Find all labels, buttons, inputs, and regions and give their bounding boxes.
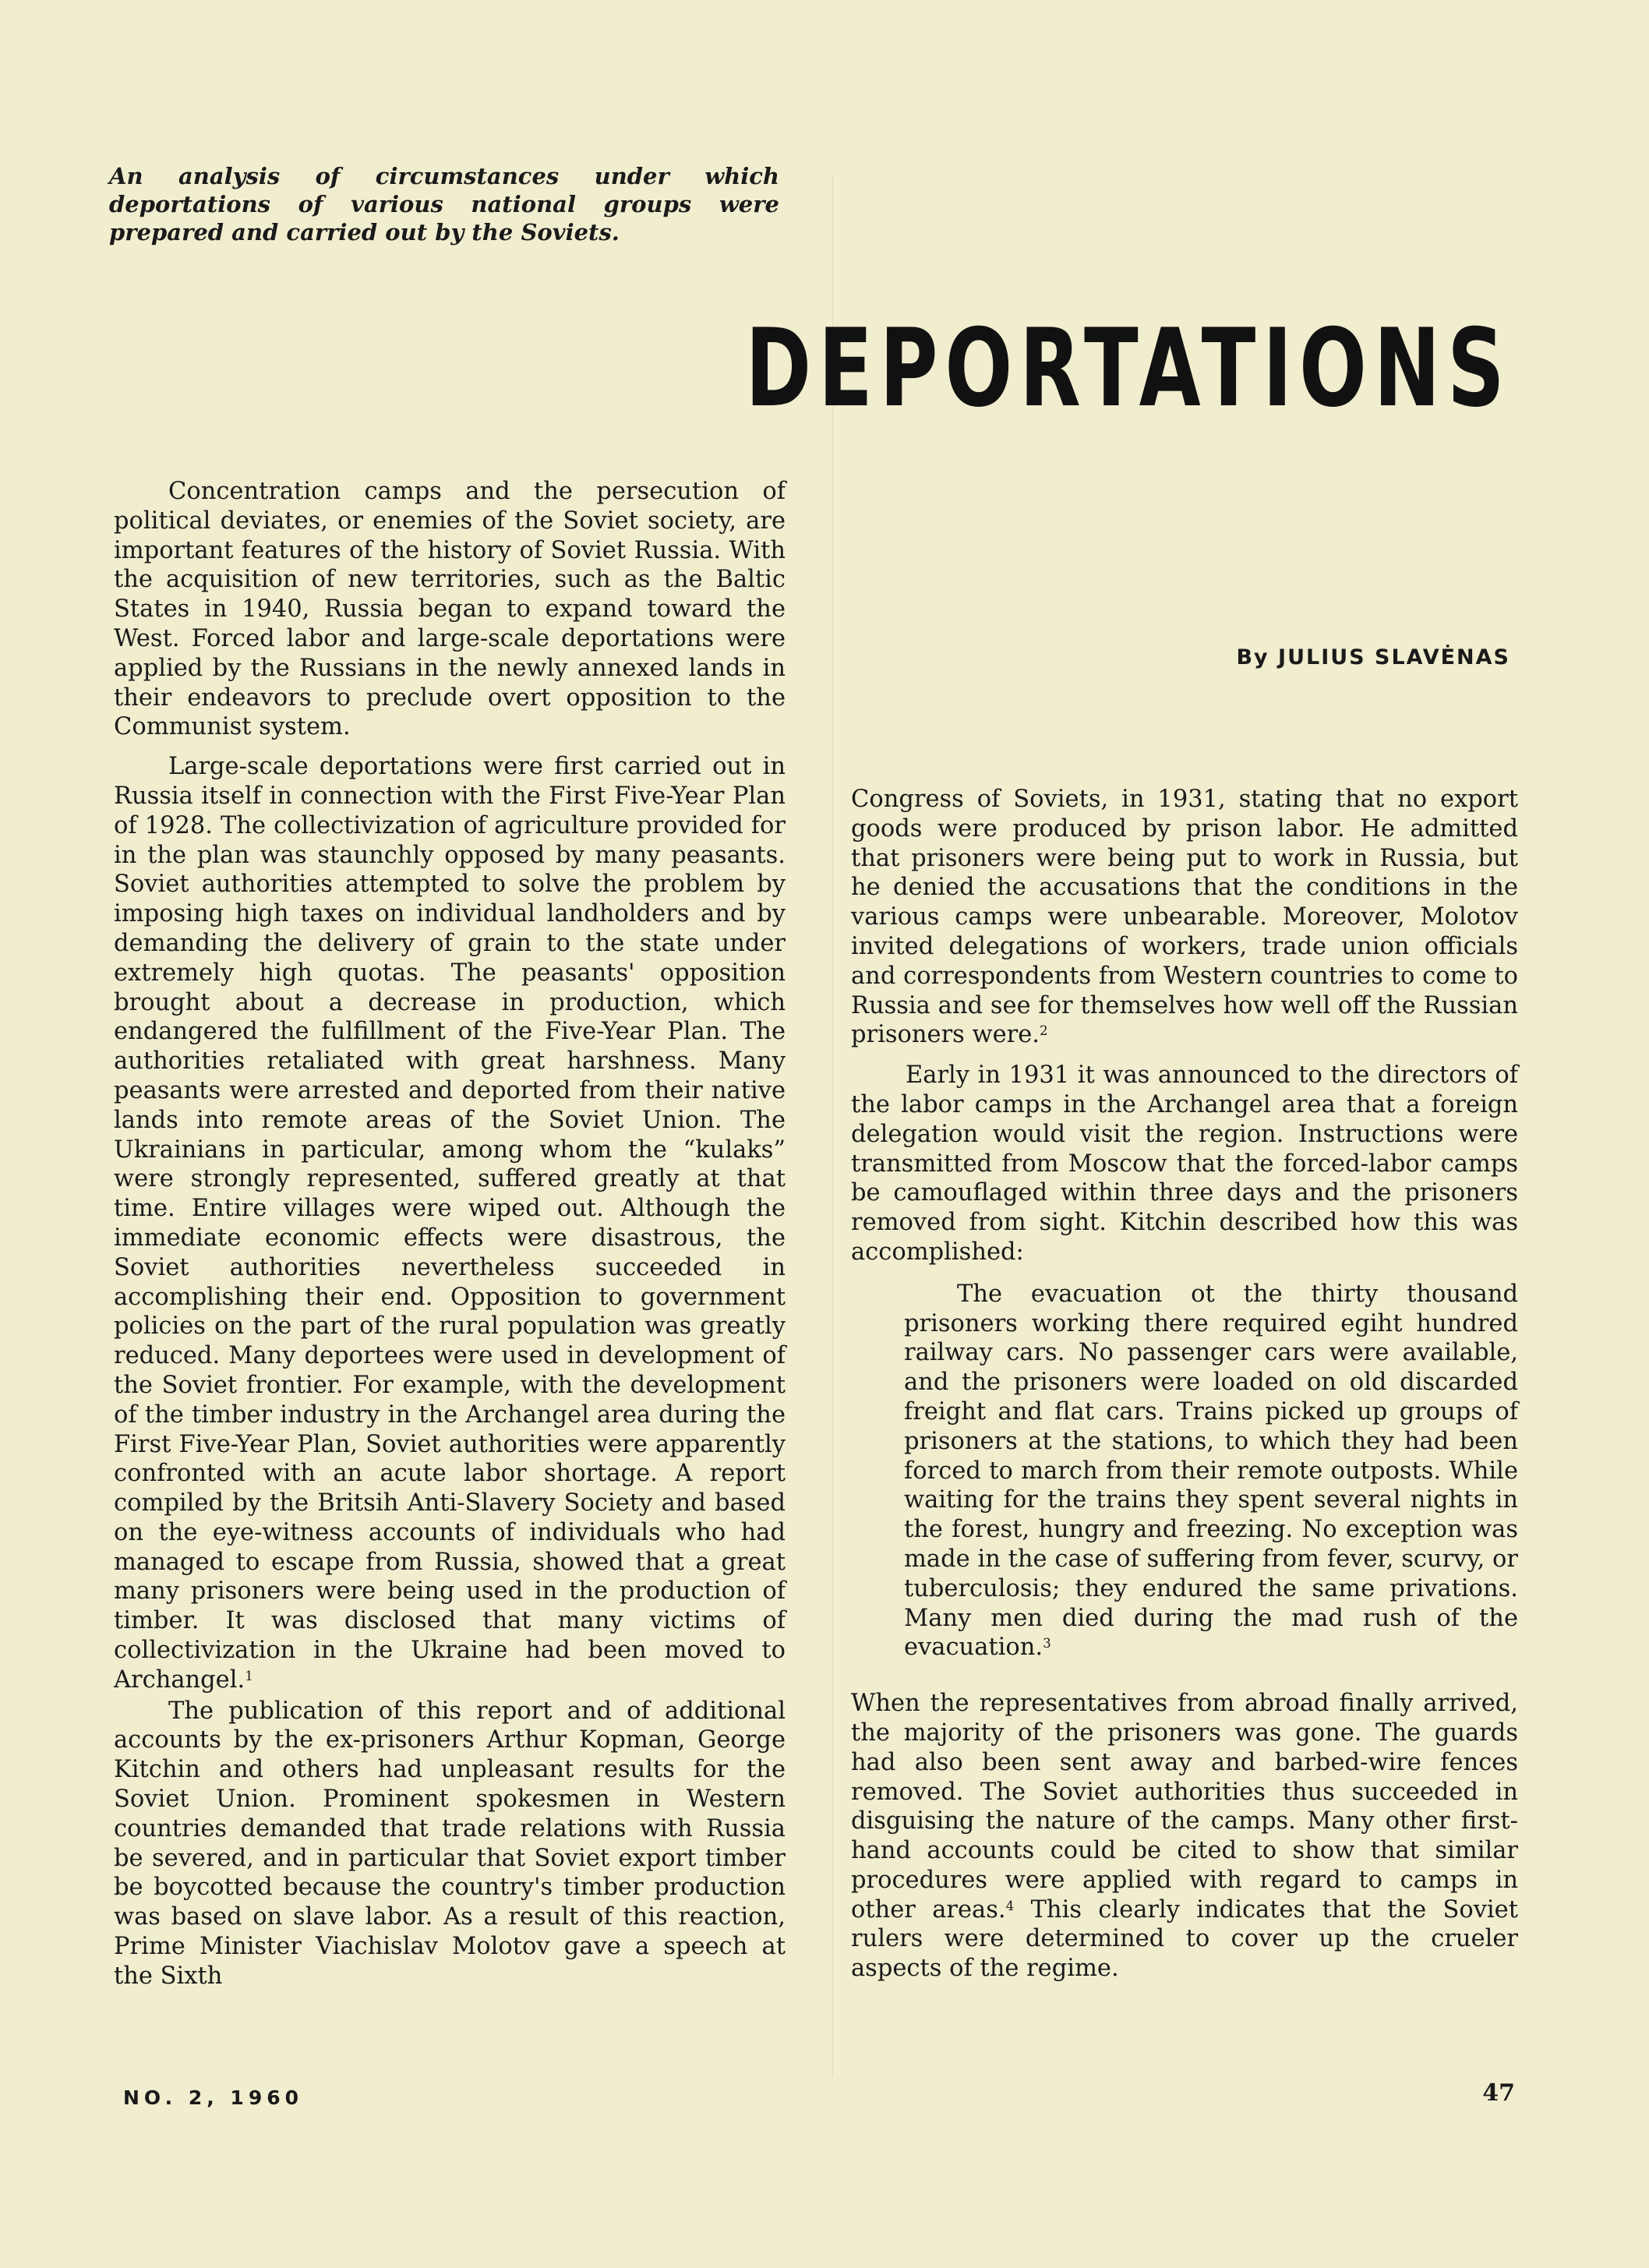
right-column xyxy=(851,785,1518,1984)
left-column xyxy=(114,477,786,1991)
footnote-marker: 1 xyxy=(245,1667,253,1683)
footnote-marker: 4 xyxy=(1005,1897,1015,1913)
paragraph: Early in 1931 it was announced to the directors of the labor camps in the Archangel area that a foreign delegation would visit the region. Instructions were transmitted from Moscow that the forced-labor camps be camouflaged within three days and the prisoners removed from sight. Kitchin described how this was accomplished: xyxy=(851,1062,1518,1266)
page-number: 47 xyxy=(1482,2079,1515,2107)
article-intro: An analysis of circumstances under which deportations of various national groups were prepared and carried out by the Soviets. xyxy=(109,163,779,246)
issue-label: NO. 2, 1960 xyxy=(123,2086,304,2109)
paragraph: Congress of Soviets, in 1931, stating that no export goods were produced by prison labor. He admitted that prisoners were being put to work in Russia, but he denied the accusations that the conditions in the various camps were unbearable. Moreover, Molotov invited delegations of workers, trade union officials and correspondents from Western countries to come to Russia and see for themselves how well off the Russian prisoners were.$^2$ xyxy=(851,786,1518,1049)
paragraph: Concentration camps and the persecution of political deviates, or enemies of the Soviet society, are important features of the history of Soviet Russia. With the acquisition of new territories, such as the Baltic States in 1940, Russia began to expand toward the West. Forced labor and large-scale deportations were applied by the Russians in the newly annexed lands in their endeavors to preclude overt opposition to the Communist system. xyxy=(114,478,786,741)
article-byline: By JULIUS SLAVĖNAS xyxy=(1236,645,1510,669)
paragraph: The publication of this report and of additional accounts by the ex-prisoners Arthur Kopman, George Kitchin and others had unpleasant results for the Soviet Union. Prominent spokesmen in Western countries demanded that trade relations with Russia be severed, and in particular that Soviet export timber be boycotted because the country's timber production was based on slave labor. As a result of this reaction, Prime Minister Viachislav Molotov gave a speech at the Sixth xyxy=(114,1697,786,1990)
footnote-marker: 3 xyxy=(1043,1635,1051,1652)
paragraph: When the representatives from abroad finally arrived, the majority of the prisoners was gone. The guards had also been sent away and barbed-wire fences removed. The Soviet authorities thus succeeded in disguising the nature of the camps. Many other first-hand accounts could be cited to show that similar procedures were applied with regard to camps in other areas.$^4$ This clearly indicates that the Soviet rulers were determined to cover up the crueler aspects of the regime. xyxy=(851,1690,1518,1983)
block-quote: The evacuation ot the thirty thousand prisoners working there required egiht hundred railway cars. No passenger cars were available, and the prisoners were loaded on old discarded freight and flat cars. Trains picked up groups of prisoners at the stations, to which they had been forced to march from their remote outposts. While waiting for the trains they spent several nights in the forest, hungry and freezing. No exception was made in the case of suffering from fever, scurvy, or tuberculosis; they endured the same privations. Many men died during the mad rush of the evacuation.$^3$ xyxy=(904,1280,1518,1662)
footnote-marker: 2 xyxy=(1039,1023,1048,1039)
column-divider xyxy=(832,175,833,2077)
article-title: DEPORTATIONS xyxy=(745,306,1512,431)
paragraph: Large-scale deportations were first carried out in Russia itself in connection with the First Five-Year Plan of 1928. The collectivization of agriculture provided for in the plan was staunchly opposed by many peasants. Soviet authorities attempted to solve the problem by imposing high taxes on individual landholders and by demanding the delivery of grain to the state under extremely high quotas. The peasants' opposition brought about a decrease in production, which endangered the fulfillment of the Five-Year Plan. The authorities retaliated with great harshness. Many peasants were arrested and deported from their native lands into remote areas of the Soviet Union. The Ukrainians in particular, among whom the “kulaks” were strongly represented, suffered greatly at that time. Entire villages were wiped out. Although the immediate economic effects were disastrous, the Soviet authorities nevertheless succeeded in accomplishing their end. Opposition to government policies on the part of the rural population was greatly reduced. Many deportees were used in development of the Soviet frontier. For example, with the development of the timber industry in the Archangel area during the First Five-Year Plan, Soviet authorities were apparently confronted with an acute labor shortage. A report compiled by the Britsih Anti-Slavery Society and based on the eye-witness accounts of individuals who had managed to escape from Russia, showed that a great many prisoners were being used in the production of timber. It was disclosed that many victims of collectivization in the Ukraine had been moved to Archangel.$^1$ xyxy=(114,753,786,1694)
